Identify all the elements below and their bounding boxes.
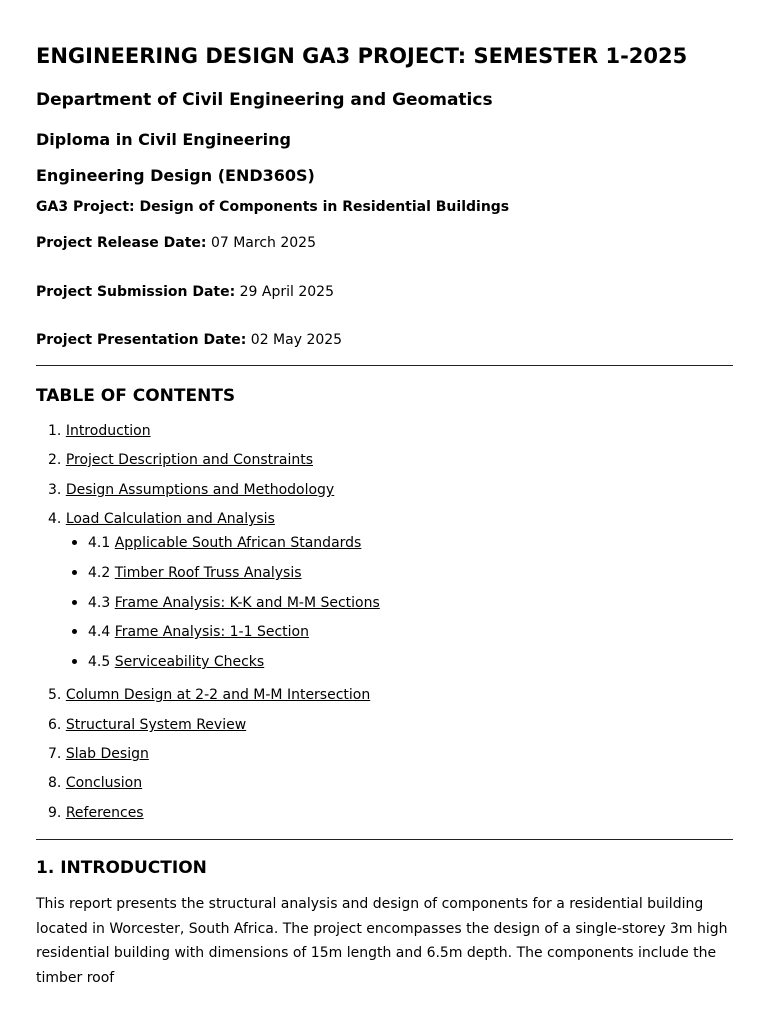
toc-link-column-design[interactable]: Column Design at 2-2 and M-M Intersection: [65, 687, 371, 703]
toc-subitem: [72, 535, 361, 551]
toc-subitem-number: 4.3: [88, 595, 115, 611]
presentation-date-label: Project Presentation Date:: [36, 332, 247, 348]
toc-link-design-assumptions[interactable]: Design Assumptions and Methodology: [65, 482, 335, 498]
toc-item: [48, 482, 334, 498]
bullet-icon: [72, 600, 77, 605]
toc-item: [48, 687, 370, 703]
toc-item-number: 3.: [48, 482, 66, 498]
toc-link-structural-review[interactable]: Structural System Review: [65, 717, 247, 733]
submission-date-value: 29 April 2025: [235, 284, 334, 300]
toc-item-number: 2.: [48, 452, 66, 468]
bullet-icon: [72, 659, 77, 664]
release-date: [36, 235, 316, 251]
toc-item: [48, 423, 151, 439]
toc-item-number: 4.: [48, 511, 66, 527]
toc-subitem-number: 4.5: [88, 654, 115, 670]
toc-subitem-number: 4.2: [88, 565, 115, 581]
toc-item-number: 1.: [48, 423, 66, 439]
toc-item: [48, 452, 313, 468]
toc-link-slab-design[interactable]: Slab Design: [65, 746, 149, 762]
toc-subitem: [72, 565, 302, 581]
toc-subitem: [72, 595, 380, 611]
divider: [36, 839, 733, 840]
toc-title: TABLE OF CONTENTS: [36, 386, 236, 406]
toc-subitem-number: 4.1: [88, 535, 115, 551]
toc-subitem: [72, 624, 309, 640]
presentation-date: [36, 332, 342, 348]
toc-link-frame-kk-mm[interactable]: Frame Analysis: K-K and M-M Sections: [114, 595, 380, 611]
submission-date: [36, 284, 334, 300]
bullet-icon: [72, 540, 77, 545]
toc-link-serviceability[interactable]: Serviceability Checks: [114, 654, 265, 670]
toc-item-number: 8.: [48, 775, 66, 791]
toc-link-timber-roof-truss[interactable]: Timber Roof Truss Analysis: [114, 565, 302, 581]
toc-link-frame-1-1[interactable]: Frame Analysis: 1-1 Section: [114, 624, 309, 640]
toc-subitem: [72, 654, 264, 670]
introduction-paragraph: This report presents the structural analysis and design of components for a residential building located in Worcester, South Africa. The project encompasses the design of a single-storey 3m high residential building with dimensions of 15m length and 6.5m depth. The components include the timber roof: [36, 896, 728, 986]
presentation-date-value: 02 May 2025: [246, 332, 343, 348]
submission-date-label: Project Submission Date:: [36, 284, 236, 300]
toc-item-number: 9.: [48, 805, 66, 821]
divider: [36, 365, 733, 366]
diploma-heading: Diploma in Civil Engineering: [36, 130, 291, 149]
toc-link-load-calculation[interactable]: Load Calculation and Analysis: [65, 511, 275, 527]
course-heading: Engineering Design (END360S): [36, 166, 315, 185]
toc-link-references[interactable]: References: [65, 805, 144, 821]
toc-subitem-number: 4.4: [88, 624, 115, 640]
toc-item-number: 5.: [48, 687, 66, 703]
toc-link-sa-standards[interactable]: Applicable South African Standards: [114, 535, 362, 551]
toc-item: [48, 746, 149, 762]
toc-link-project-description[interactable]: Project Description and Constraints: [65, 452, 314, 468]
release-date-value: 07 March 2025: [206, 235, 316, 251]
toc-item: [48, 775, 142, 791]
document-title: ENGINEERING DESIGN GA3 PROJECT: SEMESTER 1-2025: [36, 44, 688, 68]
toc-item: [48, 805, 144, 821]
bullet-icon: [72, 629, 77, 634]
toc-link-conclusion[interactable]: Conclusion: [65, 775, 143, 791]
bullet-icon: [72, 570, 77, 575]
release-date-label: Project Release Date:: [36, 235, 207, 251]
project-heading: GA3 Project: Design of Components in Residential Buildings: [36, 199, 510, 215]
toc-link-introduction[interactable]: Introduction: [65, 423, 151, 439]
toc-item-number: 6.: [48, 717, 66, 733]
toc-item: [48, 717, 246, 733]
introduction-title: 1. INTRODUCTION: [36, 858, 207, 878]
department-heading: Department of Civil Engineering and Geomatics: [36, 90, 493, 110]
toc-item-number: 7.: [48, 746, 66, 762]
toc-item: [48, 511, 275, 527]
